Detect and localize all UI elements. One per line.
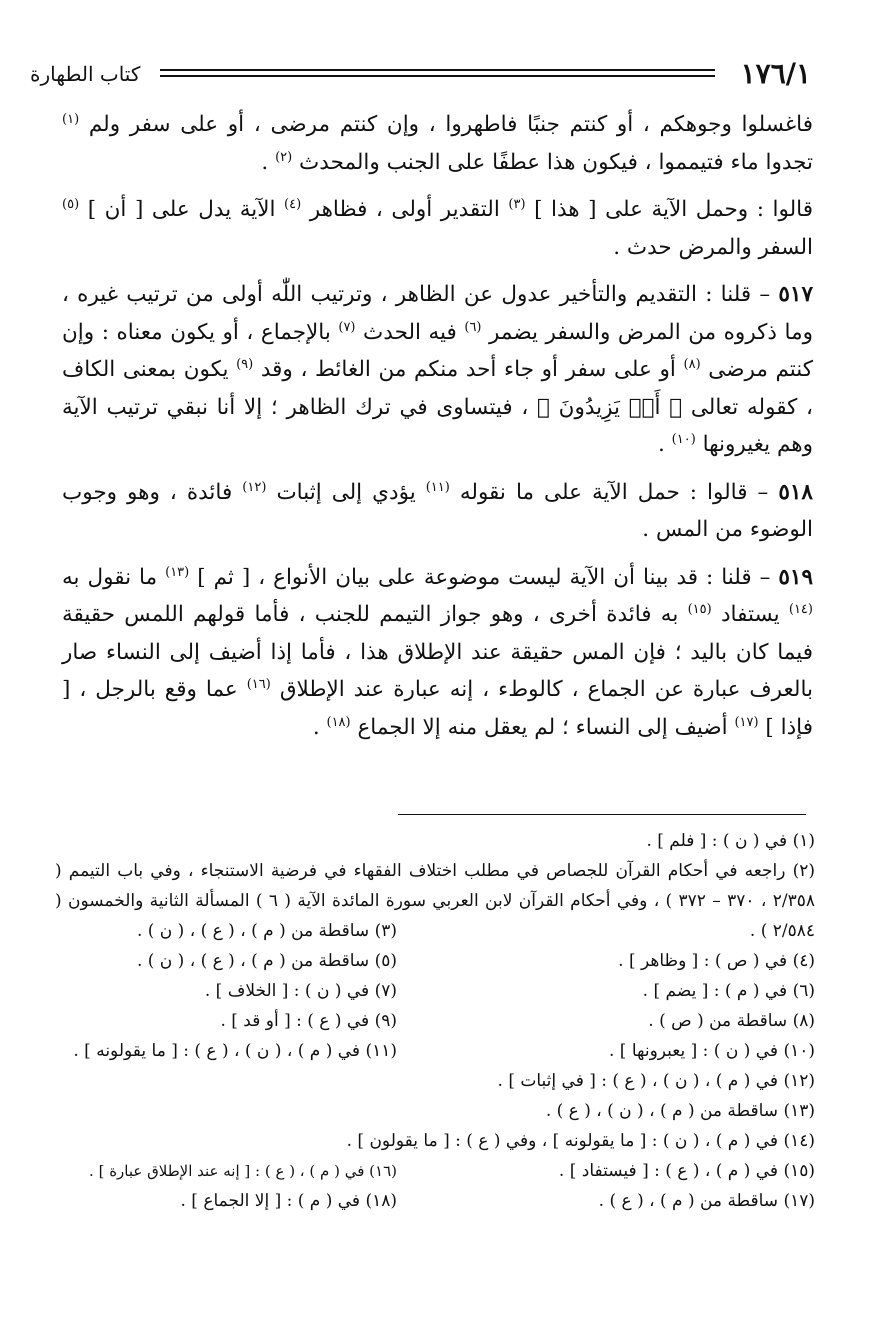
header-rule xyxy=(160,69,715,71)
paragraph xyxy=(62,474,813,549)
paragraph-number: ٥١٩ xyxy=(778,564,813,590)
footnote-reference: (١٧) xyxy=(734,714,759,730)
footnote-reference: (٩) xyxy=(236,356,254,372)
footnote-reference: (١٥) xyxy=(687,601,712,617)
footnote-12: (١٢) في ( م ) ، ( ن ) ، ( ع ) : [ في إثبات ] . xyxy=(497,1071,815,1091)
footnote-2: (٢) راجعه في أحكام القرآن للجصاص في مطلب اختلاف الفقهاء في فرضية الاستنجاء ، وفي باب التيمم ( ٢/٣٥٨ ، ٣٧٠ – ٣٧٢ ) ، وفي أحكام القرآن لابن العربي سورة المائدة الآية ( ٦ ) المسألة الثانية والخمسون ( ٢/٥٨٤ ) . xyxy=(55,861,815,941)
footnote-reference: (١٨) xyxy=(326,714,351,730)
footnote-11: (١١) في ( م ) ، ( ن ) ، ( ع ) : [ ما يقولونه ] . xyxy=(73,1041,397,1061)
text-run: الآية يدل على [ أن ] xyxy=(79,197,285,222)
paragraph-number: ٥١٨ xyxy=(778,479,813,505)
footnote-reference: (٥) xyxy=(62,196,80,212)
footnote-6: (٦) في ( م ) : [ يضم ] . xyxy=(642,981,815,1001)
text-run: – قلنا : التقديم والتأخير عدول عن الظاهر ، وترتيب اللّٰه أولى من ترتيب غيره ، وما ذكروه من المرض والسفر يضمر xyxy=(62,282,813,345)
footnote-reference: (٤) xyxy=(284,196,302,212)
text-run: التقدير أولى ، فظاهر xyxy=(301,197,509,222)
footnote-13: (١٣) ساقطة من ( م ) ، ( ن ) ، ( ع ) . xyxy=(545,1101,815,1121)
text-run: فائدة ، وهو وجوب الوضوء من المس . xyxy=(62,479,813,542)
footnote-reference: (١٣) xyxy=(165,564,190,580)
footnote-8: (٨) ساقطة من ( ص ) . xyxy=(648,1011,815,1031)
footnote-10: (١٠) في ( ن ) : [ يعبرونها ] . xyxy=(608,1041,815,1061)
text-run: بالإجماع ، أو يكون معناه : وإن كنتم مرضى xyxy=(62,319,813,382)
page-header xyxy=(30,56,811,92)
book-title: كتاب الطهارة xyxy=(30,62,141,86)
footnote-reference: (١٤) xyxy=(788,601,813,617)
text-run: تجدوا ماء فتيمموا ، فيكون هذا عطفًا على الجنب والمحدث xyxy=(292,149,813,175)
footnote-9: (٩) في ( ع ) : [ أو قد ] . xyxy=(220,1011,397,1031)
paragraph-number: ٥١٧ xyxy=(778,282,813,307)
page-number: ١٧٦/١ xyxy=(740,57,811,90)
footnote-1: (١) في ( ن ) : [ فلم ] . xyxy=(646,831,815,851)
paragraph xyxy=(62,106,813,181)
footnote-14: (١٤) في ( م ) ، ( ن ) : [ ما يقولونه ] ، وفي ( ع ) : [ ما يقولون ] . xyxy=(346,1131,815,1151)
footnote-reference: (١) xyxy=(62,111,80,127)
footnote-reference: (١١) xyxy=(425,479,450,495)
text-run: به فائدة أخرى ، وهو جواز التيمم للجنب ، فأما قولهم اللمس حقيقة فيما كان باليد ؛ فإن المس حقيقة عند الإطلاق هذا ، فأما إذا أضيف إلى النساء صار بالعرف عبارة عن الجماع ، كالوطء ، إنه عبارة عند الإطلاق xyxy=(62,602,813,702)
paragraph xyxy=(62,559,813,747)
footnote-3: (٣) ساقطة من ( م ) ، ( ع ) ، ( ن ) . xyxy=(136,921,397,941)
text-run: – قالوا : حمل الآية على ما نقوله xyxy=(449,479,779,505)
paragraph xyxy=(62,191,813,266)
footnote-reference: (٦) xyxy=(464,319,482,335)
text-run: . xyxy=(312,714,327,740)
footnote-4: (٤) في ( ص ) : [ وظاهر ] . xyxy=(618,951,815,971)
footnote-reference: (١٠) xyxy=(671,431,696,447)
footnote-reference: (٣) xyxy=(508,196,526,212)
text-run: يستفاد xyxy=(711,602,789,627)
text-run: قالوا : وحمل الآية على [ هذا ] xyxy=(525,197,813,222)
footnote-16: (١٦) في ( م ) ، ( ع ) : [ إنه عند الإطلاق عبارة ] . xyxy=(89,1162,397,1180)
text-run: أضيف إلى النساء ؛ لم يعقل منه إلا الجماع xyxy=(350,714,735,740)
text-run: ما نقول به xyxy=(62,564,166,590)
text-run: فاغسلوا وجوهكم ، أو كنتم جنبًا فاطهروا ، وإن كنتم مرضى ، أو على سفر ولم xyxy=(79,112,813,137)
footnote-separator xyxy=(398,814,806,815)
footnote-5: (٥) ساقطة من ( م ) ، ( ع ) ، ( ن ) . xyxy=(136,951,397,971)
footnotes xyxy=(55,826,815,1216)
paragraph xyxy=(62,276,813,464)
text-run: . xyxy=(657,432,672,457)
footnote-reference: (٢) xyxy=(275,149,293,165)
text-run: أو على سفر أو جاء أحد منكم من الغائط ، وقد xyxy=(253,357,684,382)
text-run: يؤدي إلى إثبات xyxy=(266,479,426,505)
footnote-7: (٧) في ( ن ) : [ الخلاف ] . xyxy=(204,981,397,1001)
text-run: – قلنا : قد بينا أن الآية ليست موضوعة على بيان الأنواع ، [ ثم ] xyxy=(189,564,779,590)
main-text xyxy=(62,106,813,756)
footnote-15: (١٥) في ( م ) ، ( ع ) : [ فيستفاد ] . xyxy=(558,1161,815,1181)
footnote-reference: (١٦) xyxy=(246,676,271,692)
text-run: السفر والمرض حدث . xyxy=(613,234,813,260)
footnote-17: (١٧) ساقطة من ( م ) ، ( ع ) . xyxy=(598,1191,815,1211)
footnote-reference: (١٢) xyxy=(242,479,267,495)
text-run: يكون بمعنى الكاف ، كقوله تعالى ﴿ أَوۡ يَزِيدُونَ ﴾ ، فيتساوى في ترك الظاهر ؛ إلا أنا نبقي ترتيب الآية وهم يغيرونها xyxy=(62,357,813,457)
text-run: فيه الحدث xyxy=(355,319,465,345)
header-rule-lower xyxy=(160,75,715,77)
text-run: . xyxy=(261,149,276,175)
footnote-reference: (٨) xyxy=(683,356,701,372)
text-run: عما وقع بالرجل ، [ فإذا ] xyxy=(62,677,813,740)
footnote-18: (١٨) في ( م ) : [ إلا الجماع ] . xyxy=(180,1191,397,1211)
footnote-reference: (٧) xyxy=(338,319,356,335)
